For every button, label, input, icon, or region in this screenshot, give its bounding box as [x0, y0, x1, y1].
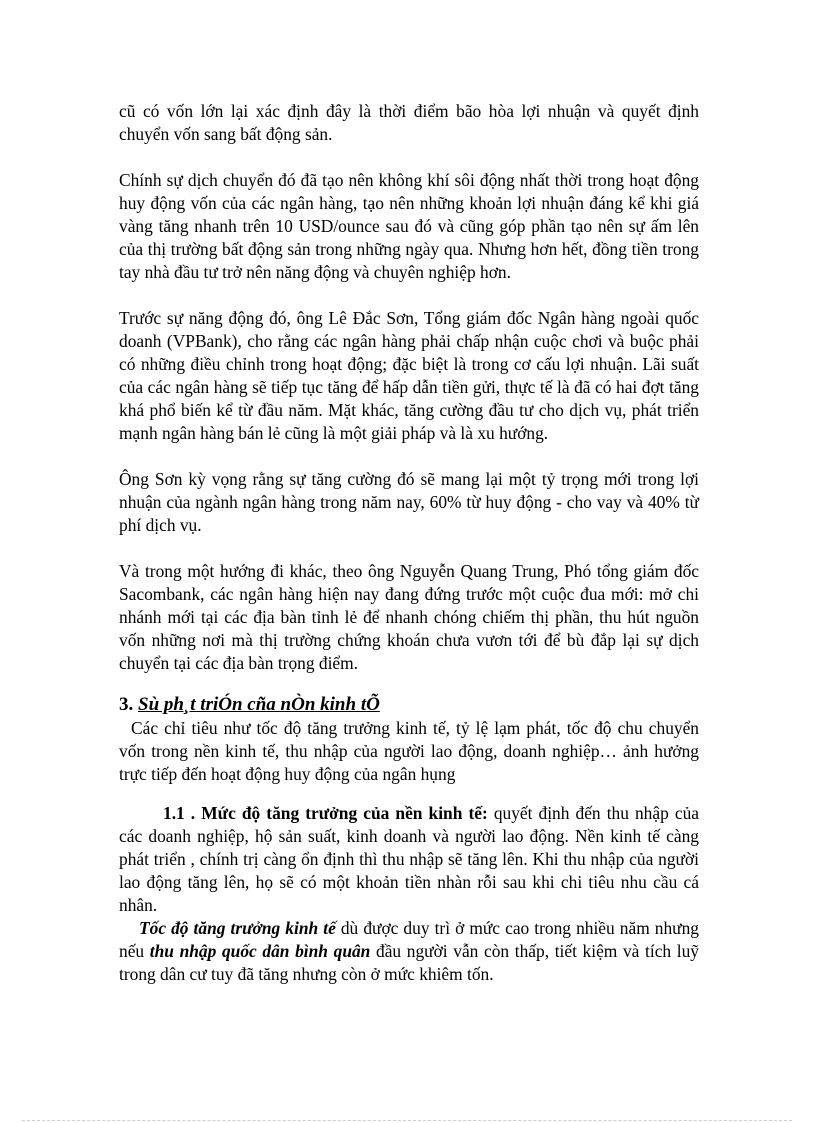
- closing-text-1: dù được duy trì ở mức cao trong nhiều năm nhưng nếu: [119, 918, 699, 961]
- closing-text-2: đầu người vẫn còn thấp, tiết kiệm và tích luỹ trong dân cư tuy đã tăng nhưng còn ở mức khiêm tốn.: [119, 941, 699, 984]
- page-bottom-rule: [22, 1120, 792, 1121]
- subsection-text: quyết định đến thu nhập của các doanh nghiệp, hộ sản suất, kinh doanh và người lao động. Nền kinh tế càng phát triển , chính trị càng ổn định thì thu nhập sẽ tăng lên. Khi thu nhập của người lao động tăng lên, họ sẽ có một khoản tiền nhàn rỗi sau khi chi tiêu nhu cầu cá nhân.: [119, 803, 699, 915]
- document-body: [119, 100, 699, 986]
- paragraph-3: Trước sự năng động đó, ông Lê Đắc Sơn, Tổng giám đốc Ngân hàng ngoài quốc doanh (VPBank), cho rằng các ngân hàng phải chấp nhận cuộc chơi và buộc phải có những điều chỉnh trong hoạt động; đặc biệt là trong cơ cấu lợi nhuận. Lãi suất của các ngân hàng sẽ tiếp tục tăng để hấp dẫn tiền gửi, thực tế là đã có hai đợt tăng khá phổ biến kể từ đầu năm. Mặt khác, tăng cường đầu tư cho dịch vụ, phát triển mạnh ngân hàng bán lẻ cũng là một giải pháp và là xu hướng.: [119, 308, 699, 443]
- section-number: 3.: [119, 694, 138, 715]
- subsection-paragraph: [119, 802, 699, 917]
- paragraph-2: Chính sự dịch chuyển đó đã tạo nên không khí sôi động nhất thời trong hoạt động huy động vốn của các ngân hàng, tạo nên những khoản lợi nhuận đáng kể khi giá vàng tăng nhanh trên 10 USD/ounce sau đó và cũng góp phần tạo nên sự ấm lên của thị trường bất động sản trong những ngày qua. Nhưng hơn hết, đồng tiền trong tay nhà đầu tư trở nên năng động và chuyên nghiệp hơn.: [119, 170, 699, 282]
- section-title: Sù ph¸t triÓn cña nÒn kinh tÕ: [138, 694, 380, 715]
- closing-paragraph: [119, 917, 699, 986]
- paragraph-4: Ông Sơn kỳ vọng rằng sự tăng cường đó sẽ mang lại một tỷ trọng mới trong lợi nhuận của ngành ngân hàng trong năm nay, 60% từ huy động - cho vay và 40% từ phí dịch vụ.: [119, 469, 699, 535]
- term-growth-rate: Tốc độ tăng trưởng kinh tế: [139, 918, 336, 938]
- section-heading: [119, 693, 699, 717]
- term-national-income: thu nhập quốc dân bình quân: [149, 941, 371, 961]
- paragraph-1: cũ có vốn lớn lại xác định đây là thời điểm bão hòa lợi nhuận và quyết định chuyển vốn sang bất động sản.: [119, 101, 699, 144]
- paragraph-5: Và trong một hướng đi khác, theo ông Nguyễn Quang Trung, Phó tổng giám đốc Sacombank, các ngân hàng hiện nay đang đứng trước một cuộc đua mới: mở chi nhánh mới tại các địa bàn tỉnh lẻ để nhanh chóng chiếm thị phần, thu hút nguồn vốn những nơi mà thị trường chứng khoán chưa vươn tới để bù đắp lại sự dịch chuyển tại các địa bàn trọng điểm.: [119, 561, 699, 673]
- section-intro: Các chỉ tiêu như tốc độ tăng trưởng kinh tế, tỷ lệ lạm phát, tốc độ chu chuyển vốn trong nền kinh tế, thu nhập của người lao động, doanh nghiệp… ảnh hưởng trực tiếp đến hoạt động huy động của ngân hụng: [119, 718, 699, 784]
- subsection-label: 1.1 . Mức độ tăng trưởng của nền kinh tế:: [163, 803, 488, 823]
